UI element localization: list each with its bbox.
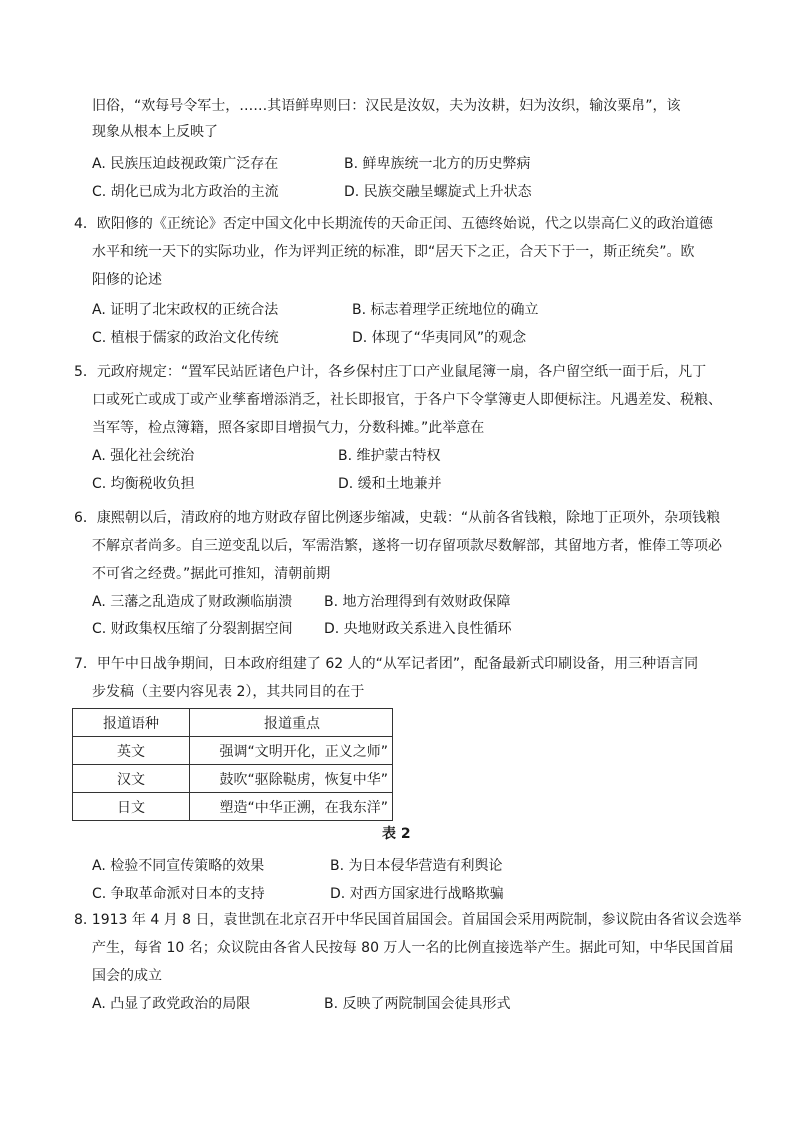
- q3-stem-line1: 旧俗，“欢每号令军士，……其语鲜卑则曰：汉民是汝奴，夫为汝耕，妇为汝织，输汝粟帛”，该: [92, 98, 681, 114]
- q5-option-c[interactable]: C. 均衡税收负担: [92, 476, 195, 492]
- q3-option-d[interactable]: D. 民族交融呈螺旋式上升状态: [344, 184, 532, 200]
- q4-stem-line2: 水平和统一天下的实际功业，作为评判正统的标准，即“居天下之正，合天下于一，斯正统矣”。欧: [92, 244, 695, 260]
- q5-option-a[interactable]: A. 强化社会统治: [92, 448, 195, 464]
- table-caption: 表 2: [382, 826, 411, 842]
- table-cell-focus: 强调“文明开化，正义之师”: [190, 737, 393, 765]
- q4-option-d[interactable]: D. 体现了“华夷同风”的观念: [352, 330, 527, 346]
- q6-option-a[interactable]: A. 三藩之乱造成了财政濒临崩溃: [92, 594, 293, 610]
- table-cell-language: 英文: [73, 737, 190, 765]
- q3-option-a[interactable]: A. 民族压迫歧视政策广泛存在: [92, 156, 279, 172]
- q8-option-b[interactable]: B. 反映了两院制国会徒具形式: [324, 996, 511, 1012]
- q4-stem-line1: 4．欧阳修的《正统论》否定中国文化中长期流传的天命正闰、五德终始说，代之以崇高仁义的政治道德: [74, 216, 713, 232]
- q6-option-c[interactable]: C. 财政集权压缩了分裂割据空间: [92, 621, 293, 637]
- q8-stem-line1: 8. 1913 年 4 月 8 日，袁世凯在北京召开中华民国首届国会。首届国会采用两院制，参议院由各省议会选举: [74, 912, 742, 928]
- q6-option-b[interactable]: B. 地方治理得到有效财政保障: [324, 594, 511, 610]
- q6-stem-line2: 不解京者尚多。自三逆变乱以后，军需浩繁，遂将一切存留项款尽数解部，其留地方者，惟俸工等项必: [92, 538, 722, 554]
- q8-stem-line2: 产生，每省 10 名；众议院由各省人民按每 80 万人一名的比例直接选举产生。据此可知，中华民国首届: [92, 940, 734, 956]
- q6-option-d[interactable]: D. 央地财政关系进入良性循环: [324, 621, 512, 637]
- q8-stem-line3: 国会的成立: [92, 968, 162, 984]
- q5-stem-line3: 当军等，检点簿籍，照各家即目增损气力，分数科摊。”此举意在: [92, 420, 485, 436]
- q7-option-a[interactable]: A. 检验不同宣传策略的效果: [92, 858, 265, 874]
- table-cell-language: 日文: [73, 793, 190, 821]
- q7-stem-line1: 7．甲午中日战争期间，日本政府组建了 62 人的“从军记者团”，配备最新式印刷设备，用三种语言同: [74, 656, 699, 672]
- q8-option-a[interactable]: A. 凸显了政党政治的局限: [92, 996, 251, 1012]
- table-row: [73, 737, 393, 765]
- q5-option-b[interactable]: B. 维护蒙古特权: [338, 448, 441, 464]
- q4-option-b[interactable]: B. 标志着理学正统地位的确立: [352, 302, 539, 318]
- table-row: [73, 793, 393, 821]
- table-cell-language: 汉文: [73, 765, 190, 793]
- q4-option-c[interactable]: C. 植根于儒家的政治文化传统: [92, 330, 279, 346]
- table-cell-focus: 鼓吹“驱除鞑虏，恢复中华”: [190, 765, 393, 793]
- q5-stem-line2: 口或死亡或成丁或产业孳畜增添消乏，社长即报官，于各户下令掌簿吏人即便标注。凡遇差发、税粮、: [92, 392, 722, 408]
- q3-option-c[interactable]: C. 胡化已成为北方政治的主流: [92, 184, 279, 200]
- q4-option-a[interactable]: A. 证明了北宋政权的正统合法: [92, 302, 279, 318]
- q7-option-c[interactable]: C. 争取革命派对日本的支持: [92, 886, 265, 902]
- q7-option-b[interactable]: B. 为日本侵华营造有利舆论: [330, 858, 503, 874]
- q4-stem-line3: 阳修的论述: [92, 272, 162, 288]
- q7-option-d[interactable]: D. 对西方国家进行战略欺骗: [330, 886, 504, 902]
- q6-stem-line1: 6．康熙朝以后，清政府的地方财政存留比例逐步缩减，史载：“从前各省钱粮，除地丁正项外，杂项钱粮: [74, 510, 721, 526]
- q3-option-b[interactable]: B. 鲜卑族统一北方的历史弊病: [344, 156, 531, 172]
- q6-stem-line3: 不可省之经费。”据此可推知，清朝前期: [92, 566, 331, 582]
- q7-stem-line2: 步发稿（主要内容见表 2），其共同目的在于: [92, 684, 365, 700]
- q5-option-d[interactable]: D. 缓和土地兼并: [338, 476, 442, 492]
- table-header-row: [73, 709, 393, 737]
- table-header-focus: 报道重点: [190, 709, 393, 737]
- table-row: [73, 765, 393, 793]
- table-header-language: 报道语种: [73, 709, 190, 737]
- table-cell-focus: 塑造“中华正溯，在我东洋”: [190, 793, 393, 821]
- q3-stem-line2: 现象从根本上反映了: [92, 124, 218, 140]
- table-2: [72, 708, 393, 821]
- q5-stem-line1: 5．元政府规定：“置军民站匠诸色户计，各乡保村庄丁口产业鼠尾簿一扇，各户留空纸一面于后，凡丁: [74, 364, 707, 380]
